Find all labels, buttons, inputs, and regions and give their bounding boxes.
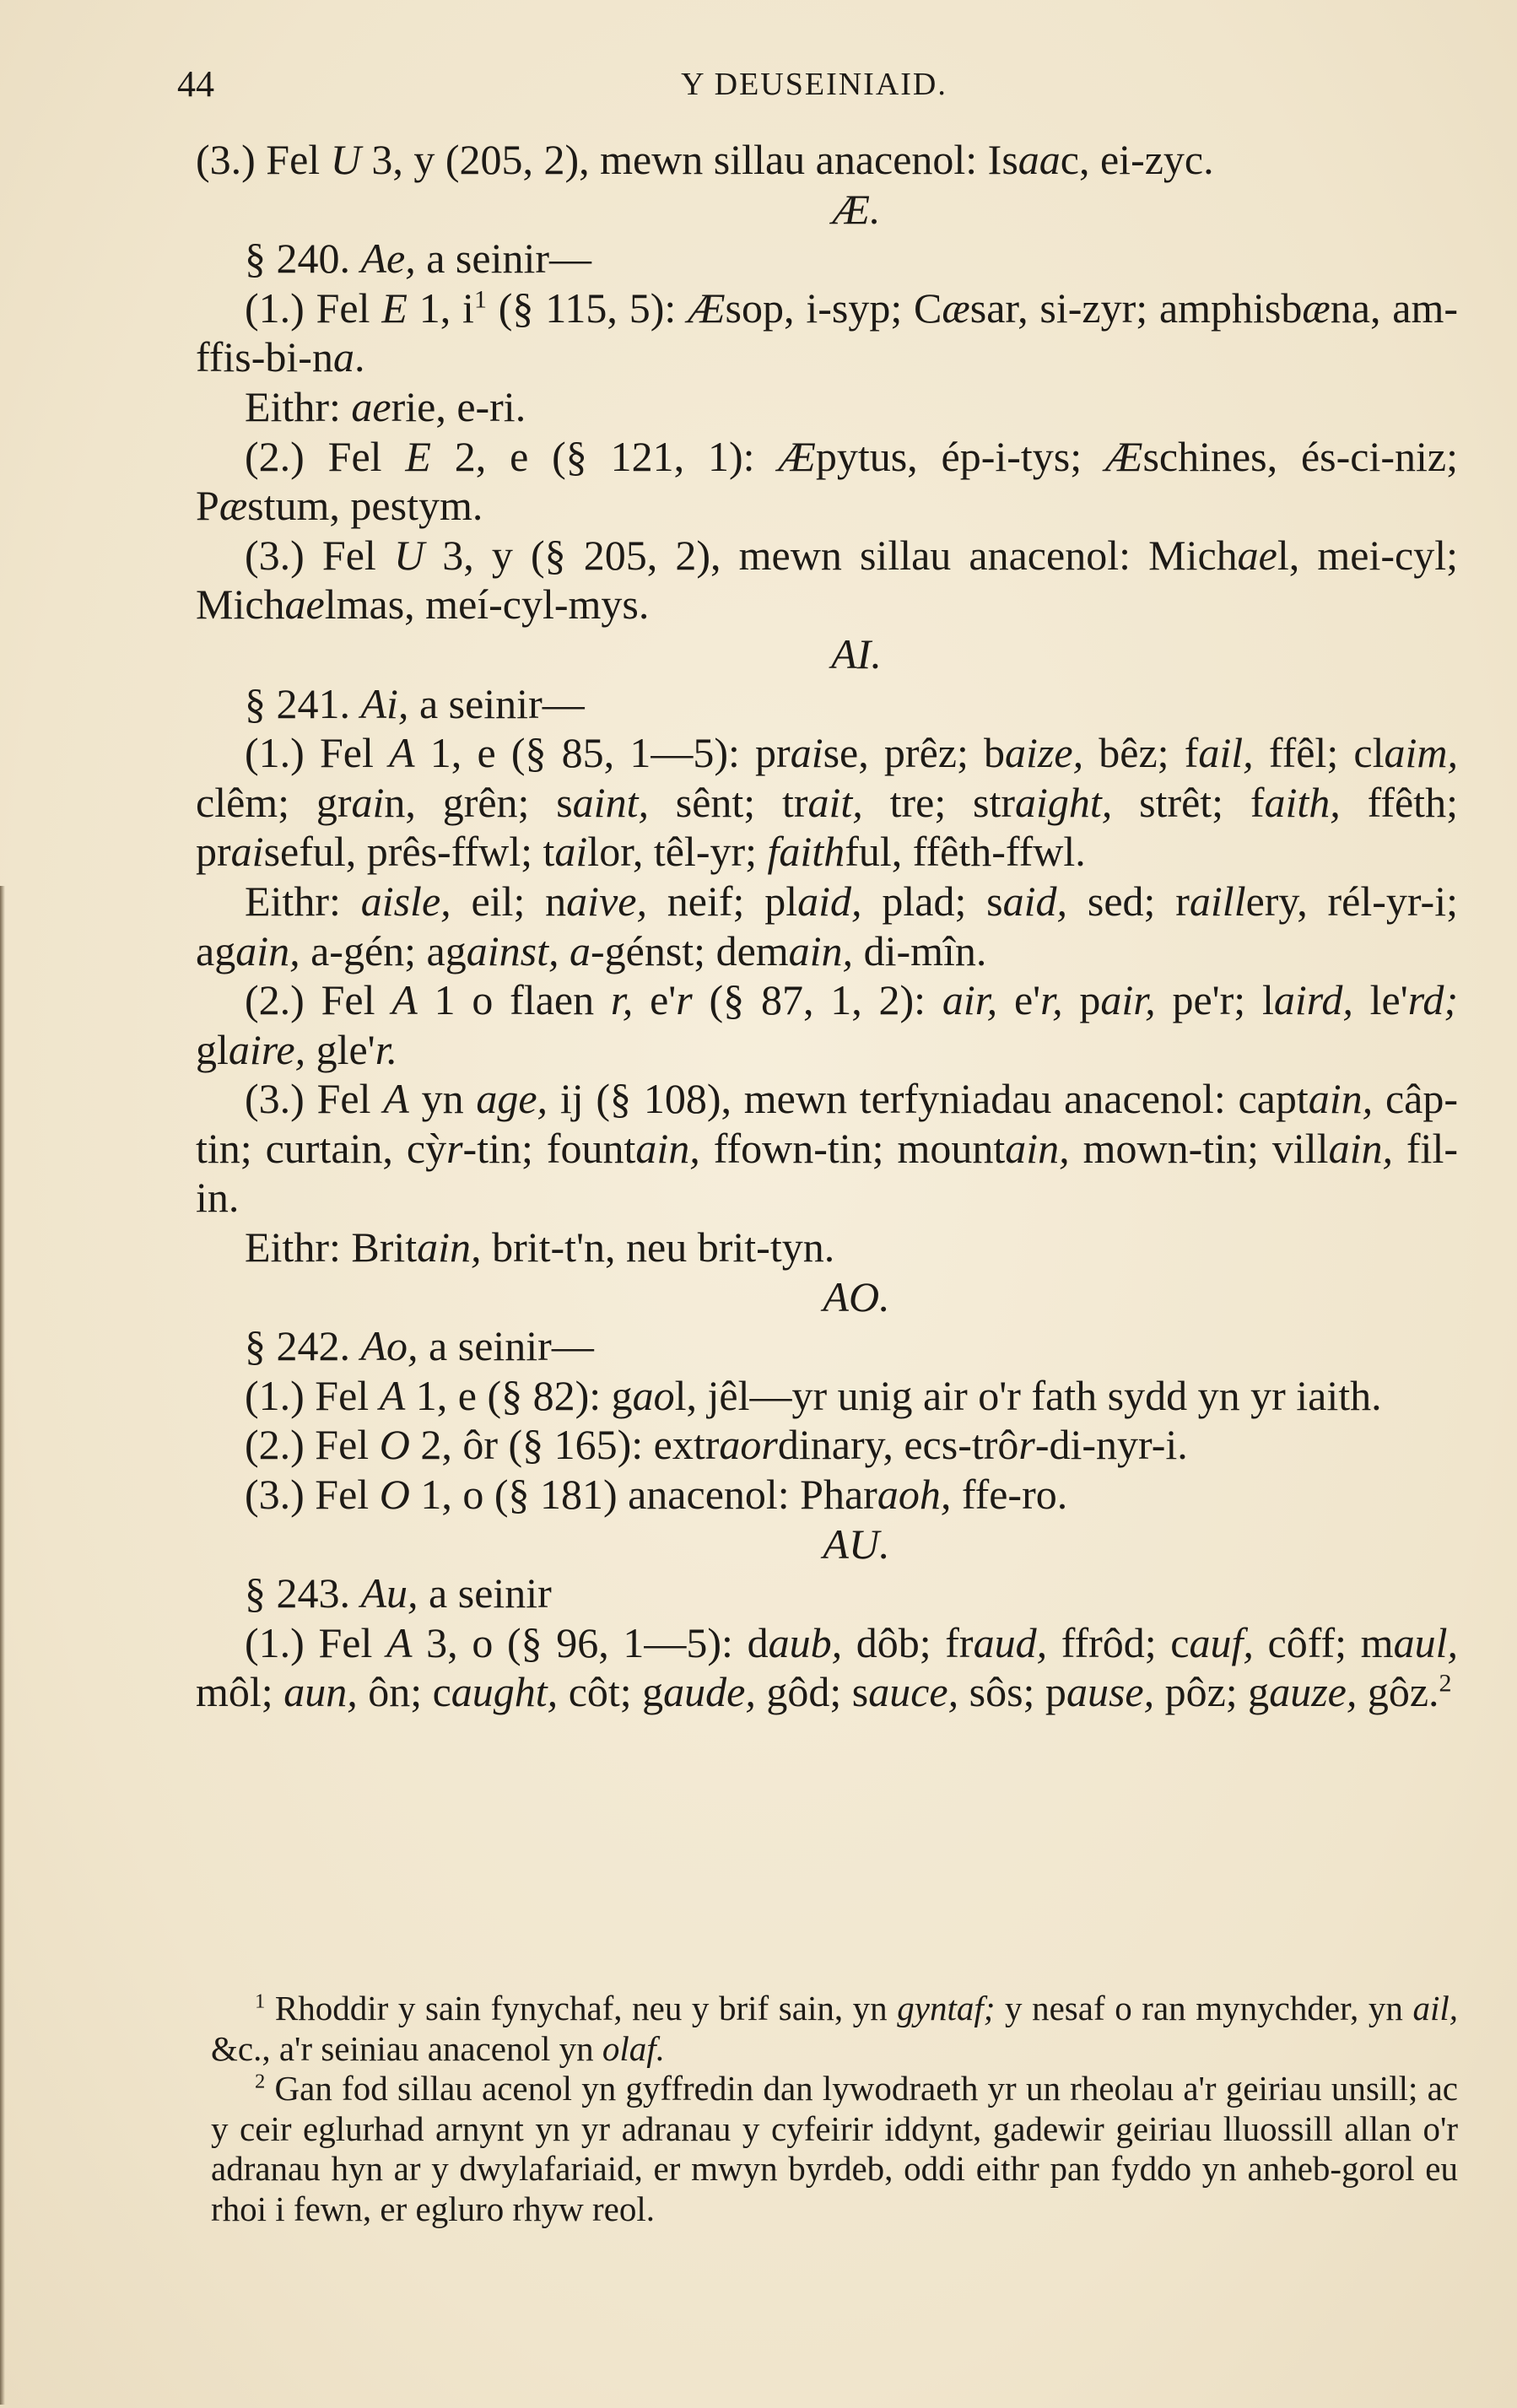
- page-number: 44: [177, 63, 214, 105]
- footnotes: [211, 1989, 1458, 2229]
- section-letter-heading: Æ.: [832, 185, 881, 233]
- paragraph: (3.) Fel A yn age, ij (§ 108), mewn terfyniadau anacenol: captain, câp-tin; curtain, cỳr-tin; fountain, ffown-tin; mountain, mown-tin; villain, fil-in.: [196, 1075, 1458, 1222]
- paragraph: (3.) Fel O 1, o (§ 181) anacenol: Pharaoh, ffe-ro.: [245, 1471, 1068, 1519]
- paragraph: (1.) Fel A 3, o (§ 96, 1—5): daub, dôb; fraud, ffrôd; cauf, côff; maul, môl; aun, ôn; caught, côt; gaude, gôd; sauce, sôs; pause, pôz; gauze, gôz.$^2$: [196, 1618, 1458, 1716]
- section-heading: § 240. Ae, a seinir—: [245, 235, 592, 283]
- paragraph: (1.) Fel A 1, e (§ 85, 1—5): praise, prêz; baize, bêz; fail, ffêl; claim, clêm; grain, grên; saint, sênt; trait, tre; straight, strêt; faith, ffêth; praiseful, prês-ffwl; tailor, têl-yr; faithful, ffêth-ffwl.: [196, 729, 1458, 876]
- paragraph: (3.) Fel U 3, y (§ 205, 2), mewn sillau anacenol: Michael, mei-cyl; Michaelmas, meí-cyl-mys.: [196, 531, 1458, 629]
- main-text: [196, 135, 1458, 1717]
- running-header: [177, 62, 1451, 113]
- section-heading: § 242. Ao, a seinir—: [245, 1322, 594, 1370]
- footnote: $^2$ Gan fod sillau acenol yn gyffredin dan lywodraeth yr un rheolau a'r geiriau unsill; ac y ceir eglurhad arnynt yn yr adranau y cyfeirir iddynt, gadewir geiriau lluossill allan o'r adranau hyn ar y dwylafariaid, er mwyn byrdeb, oddi eithr pan fyddo yn anheb-gorol eu rhoi i fewn, er egluro rhyw reol.: [211, 2069, 1458, 2228]
- section-letter-heading: AU.: [823, 1520, 890, 1568]
- paragraph: Eithr: Britain, brit-t'n, neu brit-tyn.: [245, 1223, 835, 1271]
- paragraph: (1.) Fel A 1, e (§ 82): gaol, jêl—yr unig air o'r fath sydd yn yr iaith.: [245, 1371, 1382, 1419]
- section-letter-heading: AI.: [831, 629, 882, 678]
- paragraph: (1.) Fel E 1, $i^1$ (§ 115, 5): Æsop, i-syp; Cæsar, si-zyr; amphisbæna, am-ffis-bi-na.: [196, 283, 1459, 381]
- paragraph: (2.) Fel E 2, e (§ 121, 1): Æpytus, ép-i-tys; Æschines, és-ci-niz; Pæstum, pestym.: [196, 432, 1458, 530]
- section-letter-heading: AO.: [823, 1272, 890, 1320]
- section-heading: § 241. Ai, a seinir—: [245, 679, 585, 727]
- section-heading: § 243. Au, a seinir: [245, 1569, 552, 1617]
- paragraph: Eithr: aisle, eil; naive, neif; plaid, plad; said, sed; raillery, rél-yr-i; again, a-gén; against, a-génst; demain, di-mîn.: [196, 877, 1458, 975]
- paragraph: Eithr: aerie, e-ri.: [245, 382, 526, 430]
- paragraph: (3.) Fel U 3, y (205, 2), mewn sillau anacenol: Isaac, ei-zyc.: [196, 136, 1214, 183]
- paragraph: (2.) Fel A 1 o flaen r, e'r (§ 87, 1, 2): air, e'r, pair, pe'r; laird, le'rd; glaire, gle'r.: [196, 976, 1459, 1073]
- page-edge-shadow: [0, 886, 5, 2405]
- running-title: Y DEUSEINIAID.: [681, 67, 947, 102]
- paragraph: (2.) Fel O 2, ôr (§ 165): extraordinary, ecs-trôr-di-nyr-i.: [245, 1421, 1188, 1469]
- footnote: $^1$ Rhoddir y sain fynychaf, neu y brif sain, yn gyntaf; y nesaf o ran mynychder, yn ail, &c., a'r seiniau anacenol yn olaf.: [211, 1989, 1459, 2068]
